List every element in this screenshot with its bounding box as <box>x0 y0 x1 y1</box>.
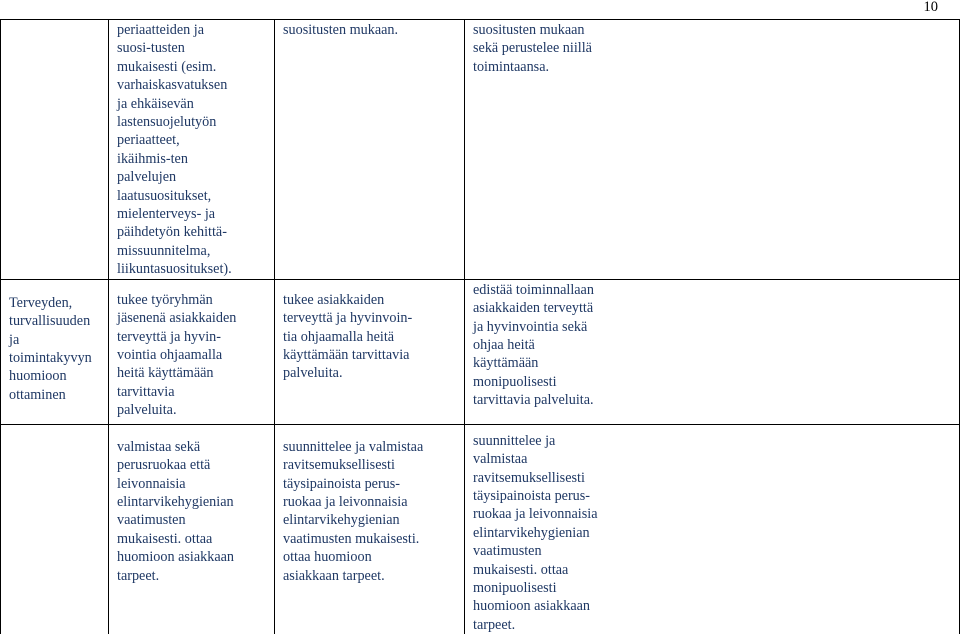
table-row <box>1 20 960 280</box>
table-row <box>1 279 960 424</box>
criteria-topic-cell: Terveyden, turvallisuuden ja toimintakyvyn huomioon ottaminen <box>1 279 109 424</box>
criteria-topic-cell <box>1 20 109 280</box>
satisfactory-level-cell: tukee työryhmän jäsenenä asiakkaiden terveyttä ja hyvin- vointia ohjaamalla heitä käyttämään tarvittavia palveluita. <box>109 279 275 424</box>
table-row <box>1 424 960 634</box>
excellent-level-cell: suositusten mukaan sekä perustelee niillä toimintaansa. <box>465 20 960 280</box>
good-level-cell: tukee asiakkaiden terveyttä ja hyvinvoin- tia ohjaamalla heitä käyttämään tarvittavia palveluita. <box>275 279 465 424</box>
page-number: 10 <box>923 0 938 15</box>
satisfactory-level-cell: valmistaa sekä perusruokaa että leivonnaisia elintarvikehygienian vaatimusten mukaisesti. ottaa huomioon asiakkaan tarpeet. <box>109 424 275 634</box>
excellent-level-cell: edistää toiminnallaan asiakkaiden terveyttä ja hyvinvointia sekä ohjaa heitä käyttämään monipuolisesti tarvittavia palveluita. <box>465 279 960 424</box>
good-level-cell: suositusten mukaan. <box>275 20 465 280</box>
assessment-criteria-table <box>0 19 960 634</box>
good-level-cell: suunnittelee ja valmistaa ravitsemuksellisesti täysipainoista perus- ruokaa ja leivonnaisia elintarvikehygienian vaatimusten mukaisesti. ottaa huomioon asiakkaan tarpeet. <box>275 424 465 634</box>
criteria-topic-cell <box>1 424 109 634</box>
excellent-level-cell: suunnittelee ja valmistaa ravitsemuksellisesti täysipainoista perus- ruokaa ja leivonnaisia elintarvikehygienian vaatimusten mukaisesti. ottaa monipuolisesti huomioon asiakkaan tarpeet. <box>465 424 960 634</box>
satisfactory-level-cell: periaatteiden ja suosi-tusten mukaisesti (esim. varhaiskasvatuksen ja ehkäisevän lastensuojelutyön periaatteet, ikäihmis-ten palvelujen laatusuositukset, mielenterveys- ja päihdetyön kehittä- missuunnitelma, liikuntasuositukset). <box>109 20 275 280</box>
